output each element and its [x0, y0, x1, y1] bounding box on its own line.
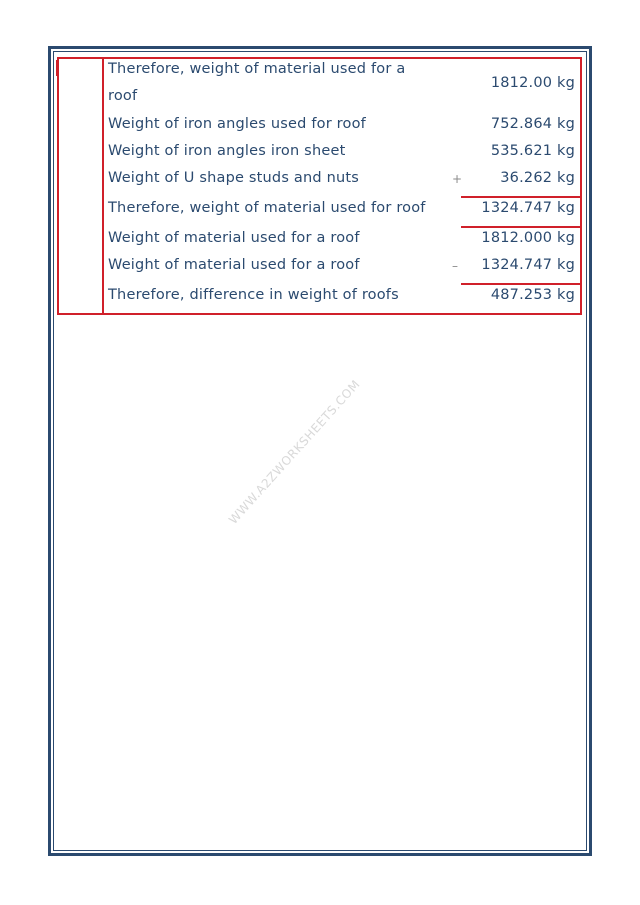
- solution-row: [108, 143, 578, 163]
- minus-operator: –: [452, 259, 458, 273]
- sum-line: [461, 196, 581, 198]
- solution-row: [108, 230, 578, 250]
- solution-row: [108, 287, 578, 307]
- row-value: 1812.000 kg: [481, 230, 575, 246]
- row-label: Weight of material used for a roof: [108, 230, 360, 246]
- row-label: Weight of U shape studs and nuts: [108, 170, 360, 186]
- result-line: [461, 226, 581, 228]
- row-label: Therefore, weight of material used for roof: [108, 200, 426, 216]
- row-value: 487.253 kg: [490, 287, 575, 303]
- watermark: WWW.A2ZWORKSHEETS.COM: [226, 377, 363, 527]
- row-value: 1324.747 kg: [481, 200, 575, 216]
- row-label: Weight of material used for a roof: [108, 257, 360, 273]
- plus-operator: +: [452, 172, 463, 186]
- solution-row: [108, 116, 578, 136]
- row-label: Therefore, difference in weight of roofs: [108, 287, 399, 303]
- solution-row: [108, 170, 578, 190]
- row-label-continued: roof: [108, 88, 138, 104]
- margin-tick: [56, 60, 58, 76]
- row-label: Weight of iron angles iron sheet: [108, 143, 346, 159]
- row-value: 535.621 kg: [490, 143, 575, 159]
- margin-divider: [102, 57, 104, 315]
- row-value: 1812.00 kg: [490, 75, 575, 91]
- row-value: 36.262 kg: [500, 170, 575, 186]
- solution-row: [108, 257, 578, 277]
- row-label: Therefore, weight of material used for a: [108, 61, 406, 77]
- solution-row: [108, 60, 578, 110]
- solution-row: [108, 200, 578, 220]
- difference-line: [461, 283, 581, 285]
- row-value: 752.864 kg: [490, 116, 575, 132]
- row-label: Weight of iron angles used for roof: [108, 116, 366, 132]
- row-value: 1324.747 kg: [481, 257, 575, 273]
